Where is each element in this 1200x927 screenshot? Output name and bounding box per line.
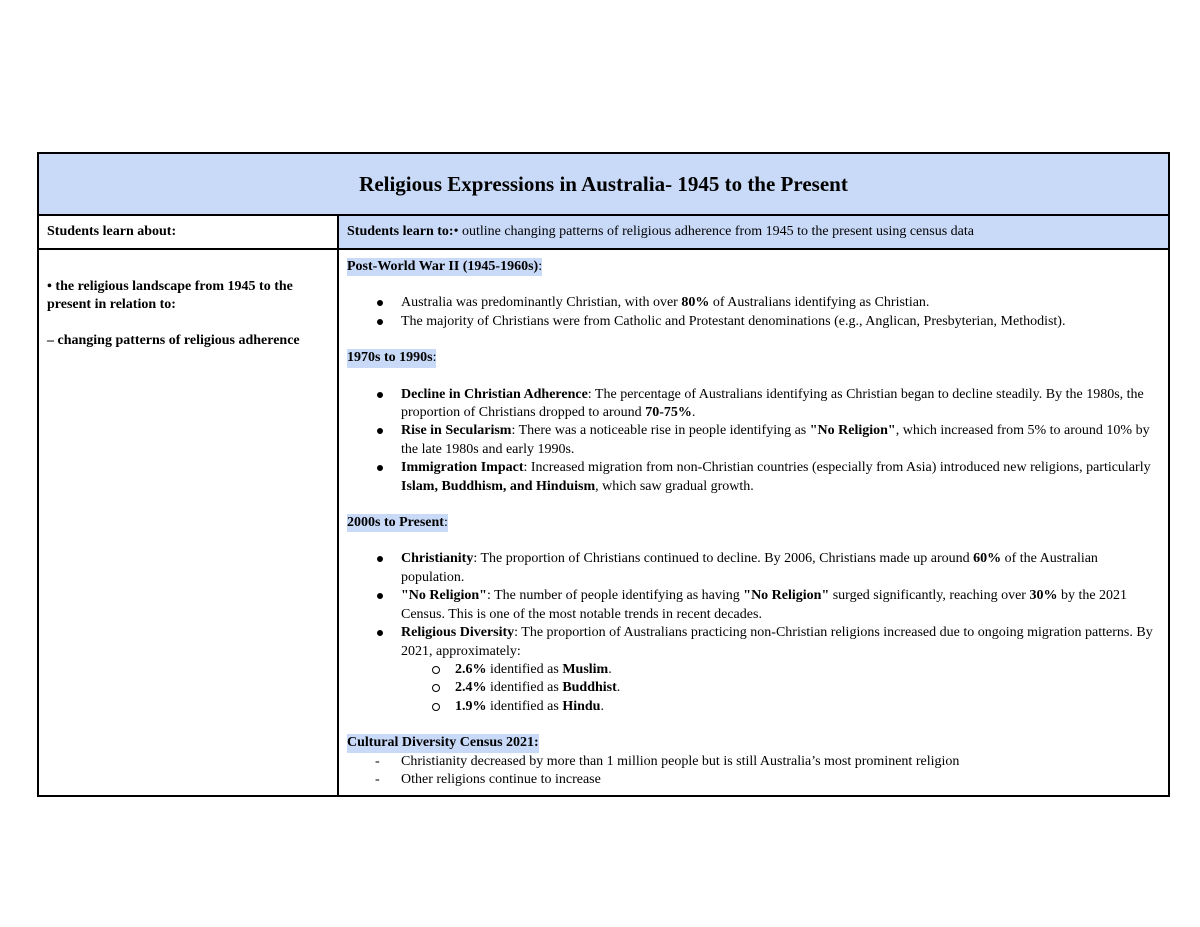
sub-list — [401, 661, 1160, 716]
header-learn-to-label: Students learn to: — [347, 224, 454, 239]
item-bold: Islam, Buddhism, and Hinduism — [401, 478, 596, 494]
item-text: Australia was predominantly Christian, with over — [401, 295, 682, 311]
section-1970s — [347, 349, 1160, 496]
section-2000s — [347, 514, 1160, 716]
body-row — [38, 249, 1169, 796]
section-census-2021 — [347, 734, 1160, 789]
item-bold: Christianity — [401, 551, 474, 567]
content-table — [37, 152, 1170, 797]
item-bold: Immigration Impact — [401, 460, 524, 476]
item-text: : The proportion of Christians continued to decline. By 2006, Christians made up around — [473, 551, 974, 567]
heading-text: Post-World War II (1945-1960s) — [347, 259, 539, 274]
list-item — [401, 386, 1160, 423]
section-heading: Cultural Diversity Census 2021: — [347, 734, 539, 752]
item-bold: 1.9% — [455, 698, 487, 714]
item-text: identified as — [486, 698, 563, 714]
item-text: of Australians identifying as Christian. — [709, 295, 930, 311]
item-bold: 2.6% — [455, 661, 487, 677]
heading-text: 1970s to 1990s — [347, 350, 433, 366]
heading-text: 2000s to Present — [347, 515, 444, 531]
section-heading — [347, 258, 542, 276]
item-text: : The proportion of Australians practicing non-Christian religions increased due to ongoing migration patterns. By 2021, approximately: — [401, 625, 1153, 659]
left-line-1: • the religious landscape from 1945 to the present in relation to: — [47, 279, 293, 312]
item-text: . — [600, 698, 604, 714]
item-bold: Hindu — [562, 698, 601, 714]
item-text: : The percentage of Australians identifying as Christian began to decline steadily. By the 1980s, the proportion of Christians dropped to around — [401, 386, 1144, 421]
header-learn-about — [38, 215, 338, 249]
bullet-list — [347, 386, 1160, 496]
list-item — [401, 550, 1160, 587]
left-line-2: – changing patterns of religious adherence — [47, 333, 300, 348]
heading-colon: : — [432, 350, 437, 366]
header-learn-about-label: Students learn about: — [47, 224, 177, 239]
sub-list-item — [455, 661, 1160, 679]
item-bold: Buddhist — [562, 680, 617, 696]
item-bold: 2.4% — [455, 680, 487, 696]
item-text: identified as — [486, 680, 563, 696]
section-heading — [347, 514, 448, 532]
bullet-list — [347, 294, 1160, 331]
learn-to-cell — [338, 249, 1169, 796]
item-bold: 60% — [973, 551, 1002, 567]
item-text: , which saw gradual growth. — [595, 478, 754, 494]
item-text: of the Australian population. — [401, 551, 1098, 585]
list-item — [401, 422, 1160, 459]
list-item — [401, 587, 1160, 624]
header-row — [38, 215, 1169, 249]
item-text: The majority of Christians were from Catholic and Protestant denominations (e.g., Anglican, Presbyterian, Methodist). — [401, 313, 1066, 329]
item-bold: "No Religion" — [809, 423, 896, 439]
item-bold: 80% — [681, 295, 710, 311]
learn-about-cell — [38, 249, 338, 796]
item-text: . — [616, 680, 621, 696]
item-text: . — [691, 405, 696, 421]
list-item — [401, 294, 1160, 312]
sub-list-item — [455, 698, 1160, 716]
item-bold: Decline in Christian Adherence — [401, 386, 588, 402]
list-item — [401, 459, 1160, 496]
dash-list — [347, 753, 1160, 790]
item-text: , which increased from 5% to around 10% by the late 1980s and early 1990s. — [401, 423, 1150, 457]
list-item — [401, 313, 1160, 331]
item-bold: Muslim — [562, 661, 609, 677]
title-row — [38, 153, 1169, 215]
section-postwar — [347, 258, 1160, 331]
section-heading — [347, 349, 436, 367]
item-text: by the 2021 Census. This is one of the most notable trends in recent decades. — [401, 588, 1128, 622]
item-bold: Religious Diversity — [401, 625, 515, 641]
list-item: - Christianity decreased by more than 1 million people but is still Australia’s most prominent religion — [401, 753, 1160, 771]
item-text: : Increased migration from non-Christian countries (especially from Asia) introduced new religions, particularly — [523, 460, 1151, 476]
item-bold: Rise in Secularism — [401, 423, 512, 439]
item-bold: 70-75% — [645, 405, 692, 421]
heading-colon: : — [538, 259, 543, 274]
item-text: surged significantly, reaching over — [829, 588, 1030, 604]
header-learn-to-text: • outline changing patterns of religious adherence from 1945 to the present using census data — [453, 224, 974, 239]
item-text: identified as — [486, 661, 563, 677]
item-text: : There was a noticeable rise in people identifying as — [511, 423, 810, 439]
list-item — [401, 624, 1160, 716]
sub-list-item — [455, 679, 1160, 697]
item-bold: 30% — [1029, 588, 1058, 604]
list-item: - Other religions continue to increase — [401, 771, 1160, 789]
heading-colon: : — [443, 515, 448, 531]
item-text: . — [608, 661, 612, 677]
header-learn-to — [338, 215, 1169, 249]
item-bold: "No Religion" — [401, 588, 487, 604]
item-text: : The number of people identifying as having — [486, 588, 744, 604]
page-title: Religious Expressions in Australia- 1945 to the Present — [38, 153, 1169, 215]
bullet-list — [347, 550, 1160, 716]
item-bold: "No Religion" — [743, 588, 830, 604]
